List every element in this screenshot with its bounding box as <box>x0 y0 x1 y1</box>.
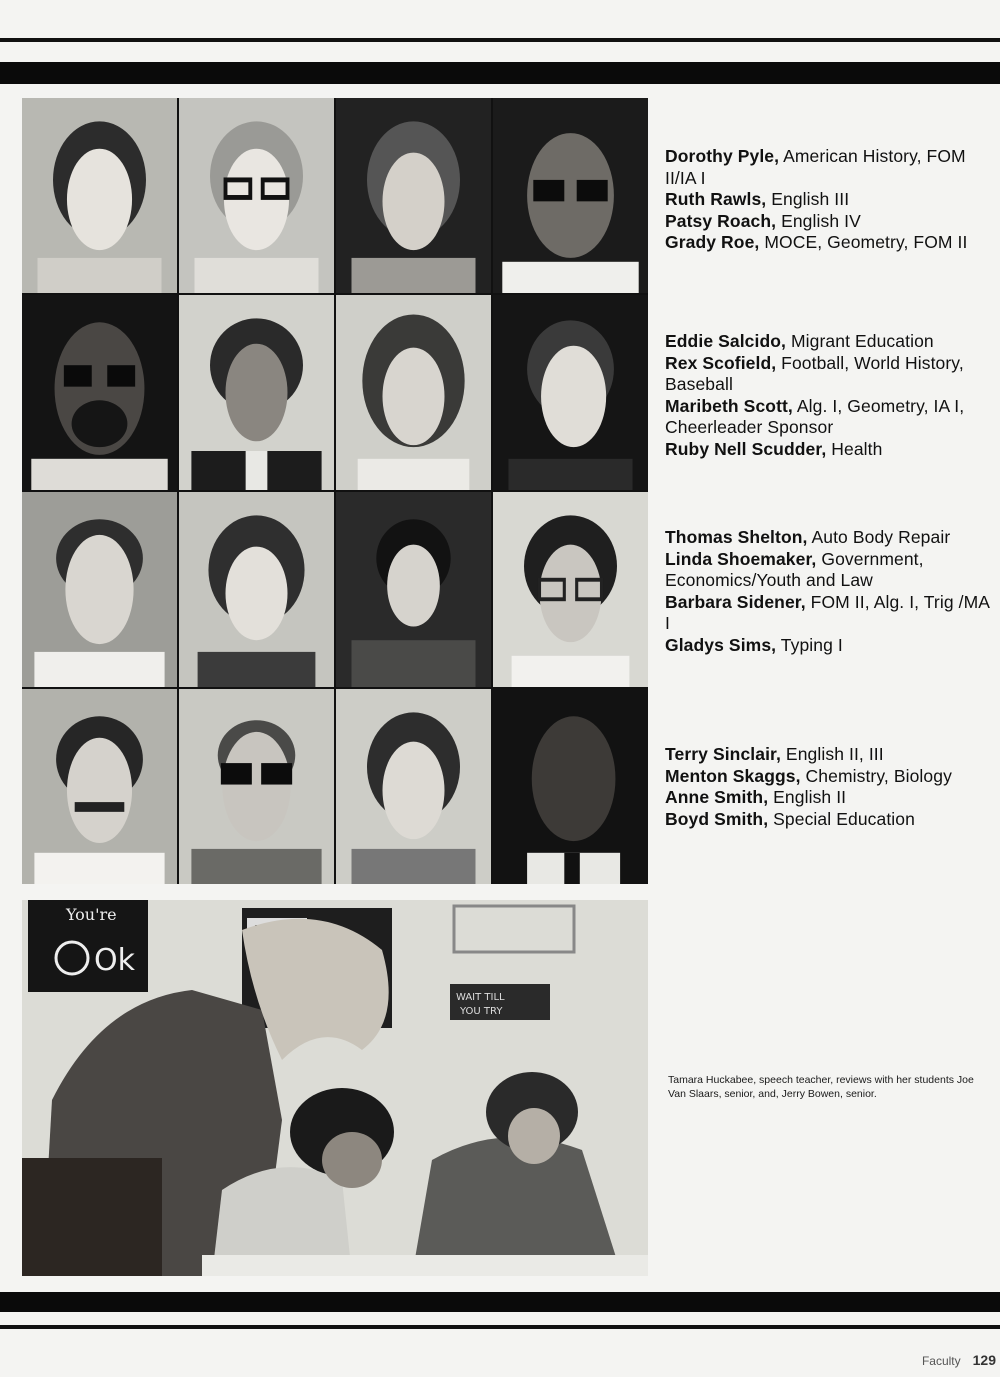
caption-row-2 <box>665 331 995 460</box>
caption-entry: Patsy Roach, English IV <box>665 210 861 231</box>
portrait-rex-scofield <box>179 295 334 490</box>
portrait-linda-shoemaker <box>179 492 334 687</box>
caption-entry: Dorothy Pyle, American History, FOM II/IA I <box>665 146 966 188</box>
portrait-patsy-roach <box>336 98 491 293</box>
caption-entry: Gladys Sims, Typing I <box>665 634 843 655</box>
portrait-barbara-sidener <box>336 492 491 687</box>
top-rule <box>0 38 1000 42</box>
page-number: 129 <box>972 1352 996 1368</box>
svg-text:WAIT TILL: WAIT TILL <box>456 992 505 1003</box>
svg-text:You're: You're <box>66 905 117 924</box>
caption-entry: Ruth Rawls, English III <box>665 189 850 209</box>
caption-entry: Barbara Sidener, FOM II, Alg. I, Trig /MA I <box>665 591 990 633</box>
portrait-ruth-rawls <box>179 98 334 293</box>
caption-entry: Maribeth Scott, Alg. I, Geometry, IA I, Cheerleader Sponsor <box>665 395 965 437</box>
portrait-gladys-sims <box>493 492 648 687</box>
portrait-grid <box>22 98 648 884</box>
page-folio <box>922 1352 996 1368</box>
caption-entry: Thomas Shelton, Auto Body Repair <box>665 527 951 547</box>
svg-text:Ok: Ok <box>94 943 135 978</box>
portrait-boyd-smith <box>493 689 648 884</box>
caption-entry: Boyd Smith, Special Education <box>665 808 915 829</box>
portrait-dorothy-pyle <box>22 98 177 293</box>
portrait-menton-skaggs <box>179 689 334 884</box>
bottom-rule <box>0 1325 1000 1329</box>
section-label: Faculty <box>921 1354 961 1368</box>
caption-entry: Linda Shoemaker, Government, Economics/Youth and Law <box>665 548 924 590</box>
portrait-terry-sinclair <box>22 689 177 884</box>
caption-entry: Terry Sinclair, English II, III <box>665 744 884 764</box>
header-bar <box>0 62 1000 84</box>
portrait-ruby-nell-scudder <box>493 295 648 490</box>
caption-row-4 <box>665 744 995 830</box>
caption-entry: Ruby Nell Scudder, Health <box>665 438 883 459</box>
photo-caption: Tamara Huckabee, speech teacher, reviews with her students Joe Van Slaars, senior, and, Jerry Bowen, senior. <box>668 1074 974 1100</box>
portrait-thomas-shelton <box>22 492 177 687</box>
portrait-eddie-salcido <box>22 295 177 490</box>
classroom-photo <box>22 900 648 1276</box>
portrait-anne-smith <box>336 689 491 884</box>
portrait-maribeth-scott <box>336 295 491 490</box>
footer-bar <box>0 1292 1000 1312</box>
caption-row-3 <box>665 527 995 656</box>
svg-text:YOU TRY: YOU TRY <box>460 1006 503 1017</box>
caption-entry: Grady Roe, MOCE, Geometry, FOM II <box>665 232 968 252</box>
caption-entry: Menton Skaggs, Chemistry, Biology <box>665 765 952 786</box>
caption-entry: Anne Smith, English II <box>665 787 847 807</box>
caption-entry: Rex Scofield, Football, World History, Baseball <box>665 352 964 394</box>
portrait-grady-roe <box>493 98 648 293</box>
caption-row-1 <box>665 146 995 254</box>
caption-entry: Eddie Salcido, Migrant Education <box>665 331 934 351</box>
